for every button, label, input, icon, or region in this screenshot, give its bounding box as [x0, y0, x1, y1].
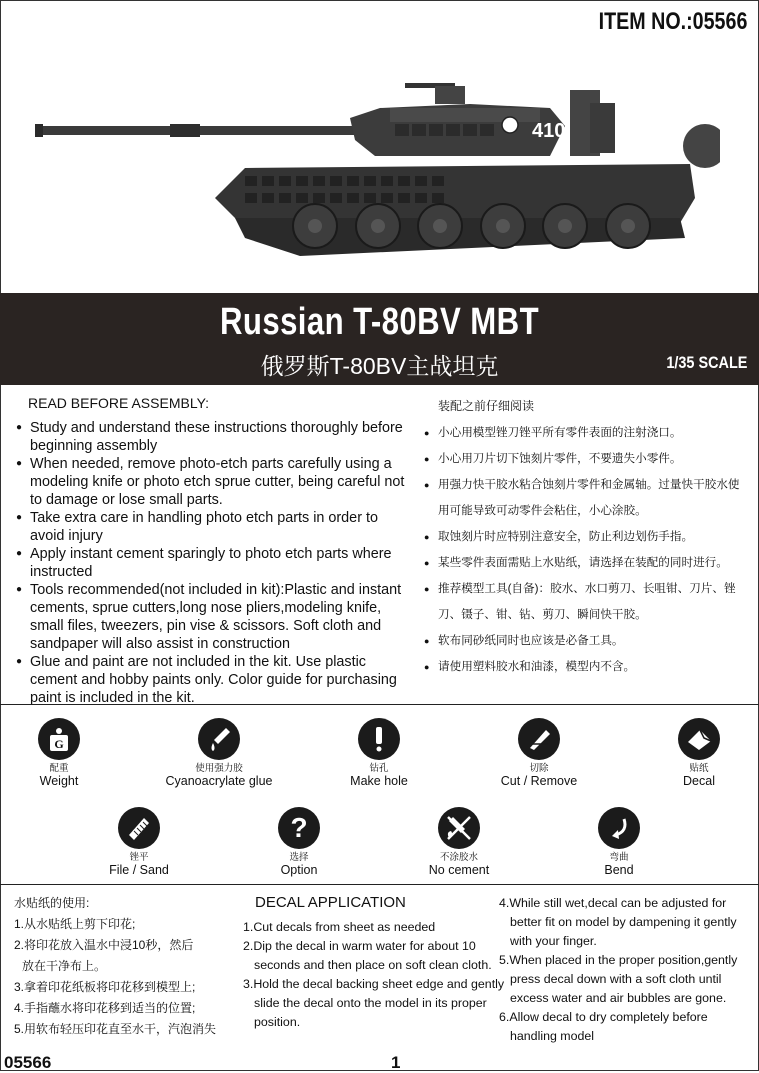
- bend-icon: [598, 807, 640, 849]
- list-item: ● Study and understand these instructions thoroughly before beginning assembly: [16, 419, 411, 455]
- scale-label: 1/35 SCALE: [665, 353, 747, 372]
- decal-line-cn: 1.从水贴纸上剪下印花;: [14, 917, 136, 931]
- symbol-no-cement: [394, 807, 524, 877]
- decal-heading: DECAL APPLICATION: [255, 894, 406, 911]
- symbol-label-cn: 贴纸: [689, 763, 709, 774]
- decal-step: 6.Allow decal to dry completely before handling model: [499, 1010, 708, 1043]
- symbol-label-en: File / Sand: [109, 863, 169, 877]
- decal-line-cn: 4.手指蘸水将印花移到适当的位置;: [14, 1001, 196, 1015]
- symbol-label-cn: 使用强力胶: [195, 763, 243, 774]
- decal-line-cn: 5.用软布轻压印花直至水干，汽泡消失: [14, 1022, 217, 1036]
- symbol-label-cn: 钻孔: [369, 763, 389, 774]
- title-english: Russian T-80BV MBT: [219, 301, 540, 343]
- divider: [0, 704, 759, 705]
- read-before-heading-cn: 装配之前仔细阅读: [438, 399, 535, 413]
- title-banner: [0, 293, 759, 385]
- symbol-label-cn: 弯曲: [609, 852, 629, 863]
- symbol-cut: [474, 718, 604, 788]
- symbol-bend: [554, 807, 684, 877]
- symbol-option: [234, 807, 364, 877]
- symbol-label-en: Decal: [683, 774, 715, 788]
- symbol-label-en: Weight: [39, 774, 79, 788]
- option-icon: [278, 807, 320, 849]
- list-item: ● Glue and paint are not included in the kit. Use plastic cement and hobby paints only. Color guide for purchasing paint is included in the kit.: [16, 653, 411, 707]
- symbol-label-cn: 配重: [49, 763, 69, 774]
- decal-step: 4.While still wet,decal can be adjusted for better fit on model by dampening it gently with your finger.: [499, 896, 737, 948]
- weight-icon: [38, 718, 80, 760]
- glue-icon: [198, 718, 240, 760]
- file-icon: [118, 807, 160, 849]
- decal-step: 5.When placed in the proper position,gently press decal down with a soft cloth until excess water and air bubbles are gone.: [499, 953, 738, 1005]
- weight-glyph: G: [54, 737, 64, 751]
- list-item: ● 某些零件表面需贴上水贴纸，请选择在装配的同时进行。: [424, 550, 749, 576]
- symbol-label-en: Bend: [604, 863, 634, 877]
- tank-illustration: [30, 78, 720, 268]
- drill-icon: [358, 718, 400, 760]
- symbol-label-en: No cement: [428, 863, 490, 877]
- list-item: ● 软布同砂纸同时也应该是必备工具。: [424, 628, 749, 654]
- page-number: 1: [391, 1053, 401, 1072]
- list-item: ● 取蚀刻片时应特别注意安全，防止利边划伤手指。: [424, 524, 749, 550]
- list-item: ● 用强力快干胶水粘合蚀刻片零件和金属轴。过量快干胶水使用可能导致可动零件会粘住，小心涂胶。: [424, 472, 749, 524]
- decal-step: 1.Cut decals from sheet as needed: [243, 920, 436, 934]
- read-before-heading: READ BEFORE ASSEMBLY:: [28, 395, 210, 411]
- instructions-en-list: [16, 419, 411, 707]
- decal-step: 3.Hold the decal backing sheet edge and gently slide the decal onto the model in its proper position.: [243, 977, 505, 1029]
- decal-icon: [678, 718, 720, 760]
- turret-number: 410: [532, 120, 566, 142]
- list-item: ● 小心用模型锉刀锉平所有零件表面的注射浇口。: [424, 420, 749, 446]
- title-chinese: 俄罗斯T-80BV主战坦克: [260, 353, 499, 379]
- option-glyph: ?: [290, 812, 308, 843]
- decal-line-cn: 2.将印花放入温水中浸10秒，然后: [14, 938, 194, 952]
- footer-kit-number: 05566: [4, 1053, 52, 1072]
- decal-steps-left: [243, 918, 505, 1032]
- decal-step: 2.Dip the decal in warm water for about 10 seconds and then place on soft clean cloth.: [243, 939, 492, 972]
- symbol-label-cn: 选择: [289, 852, 309, 863]
- decal-steps-right: [499, 894, 751, 1046]
- symbol-label-en: Cut / Remove: [500, 774, 578, 788]
- symbol-label-cn: 不涂胶水: [439, 852, 478, 863]
- symbol-label-en: Option: [280, 863, 318, 877]
- symbol-drill: [314, 718, 444, 788]
- symbol-label-cn: 切除: [529, 763, 549, 774]
- decal-line-cn: 放在干净布上。: [22, 959, 107, 973]
- item-number: ITEM NO.:05566: [598, 8, 747, 35]
- list-item: ● Tools recommended(not included in kit):Plastic and instant cements, sprue cutters,long nose pliers,modeling knife, small files, tweezers, pin vise & scissors. Soft cloth and sandpaper will also assist in construction: [16, 581, 411, 653]
- list-item: ● 小心用刀片切下蚀刻片零件，不要遗失小零件。: [424, 446, 749, 472]
- list-item: ● Apply instant cement sparingly to photo etch parts where instructed: [16, 545, 411, 581]
- divider: [0, 884, 759, 885]
- decal-instructions-cn: [14, 893, 244, 1040]
- instructions-cn-list: [424, 420, 749, 680]
- decal-heading-cn: 水贴纸的使用:: [14, 896, 90, 910]
- list-item: ● 请使用塑料胶水和油漆，模型内不含。: [424, 654, 749, 680]
- symbol-weight: [0, 718, 124, 788]
- list-item: ● When needed, remove photo-etch parts carefully using a modeling knife or photo etch sprue cutter, being careful not to damage or lose small parts.: [16, 455, 411, 509]
- decal-line-cn: 3.拿着印花纸板将印花移到模型上;: [14, 980, 196, 994]
- list-item: ● 推荐模型工具(自备)：胶水、水口剪刀、长咀钳、刀片、锉刀、镊子、钳、钻、剪刀、瞬间快干胶。: [424, 576, 749, 628]
- symbol-label-en: Cyanoacrylate glue: [165, 774, 273, 788]
- symbol-label-cn: 锉平: [129, 852, 149, 863]
- symbol-decal: [634, 718, 759, 788]
- list-item: ● Take extra care in handling photo etch parts in order to avoid injury: [16, 509, 411, 545]
- symbol-file: [74, 807, 204, 877]
- no-cement-icon: [438, 807, 480, 849]
- cut-icon: [518, 718, 560, 760]
- symbol-label-en: Make hole: [350, 774, 408, 788]
- symbol-glue: [154, 718, 284, 788]
